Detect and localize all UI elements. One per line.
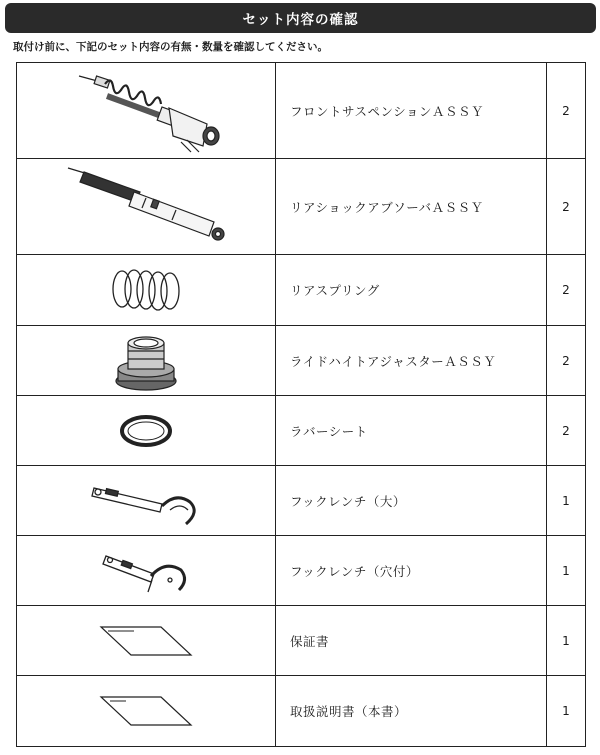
rubber-seat-icon (116, 411, 176, 451)
instruction-manual-icon (96, 691, 196, 731)
front-suspension-icon (61, 66, 231, 156)
table-row (17, 606, 586, 676)
item-qty: 2 (547, 326, 586, 396)
rear-shock-absorber-icon (56, 162, 236, 252)
item-qty: 1 (547, 466, 586, 536)
table-row (17, 676, 586, 747)
item-qty: 1 (547, 606, 586, 676)
item-qty: 1 (547, 536, 586, 606)
table-row (17, 466, 586, 536)
item-name: フックレンチ（穴付） (276, 536, 547, 606)
intro-text: 取付け前に、下記のセット内容の有無・数量を確認してください。 (13, 41, 328, 53)
warranty-card-icon (96, 621, 196, 661)
item-name: 取扱説明書（本書） (276, 676, 547, 747)
table-row (17, 396, 586, 466)
table-row (17, 63, 586, 159)
item-name: リアショックアブソーバＡＳＳＹ (276, 159, 547, 255)
item-name: ラバーシート (276, 396, 547, 466)
table-row (17, 159, 586, 255)
hook-wrench-hole-icon (96, 546, 196, 596)
item-name: ライドハイトアジャスターＡＳＳＹ (276, 326, 547, 396)
item-qty: 2 (547, 63, 586, 159)
table-row (17, 326, 586, 396)
item-name: リアスプリング (276, 255, 547, 326)
item-name: フロントサスペンションＡＳＳＹ (276, 63, 547, 159)
item-name: 保証書 (276, 606, 547, 676)
hook-wrench-large-icon (86, 476, 206, 526)
section-title: セット内容の確認 (242, 12, 359, 28)
item-qty: 2 (547, 159, 586, 255)
item-qty: 2 (547, 396, 586, 466)
rear-spring-icon (106, 265, 186, 315)
parts-table (16, 62, 586, 747)
item-qty: 2 (547, 255, 586, 326)
table-row (17, 255, 586, 326)
ride-height-adjuster-icon (106, 329, 186, 393)
item-name: フックレンチ（大） (276, 466, 547, 536)
table-row (17, 536, 586, 606)
item-qty: 1 (547, 676, 586, 747)
section-header (5, 3, 596, 33)
